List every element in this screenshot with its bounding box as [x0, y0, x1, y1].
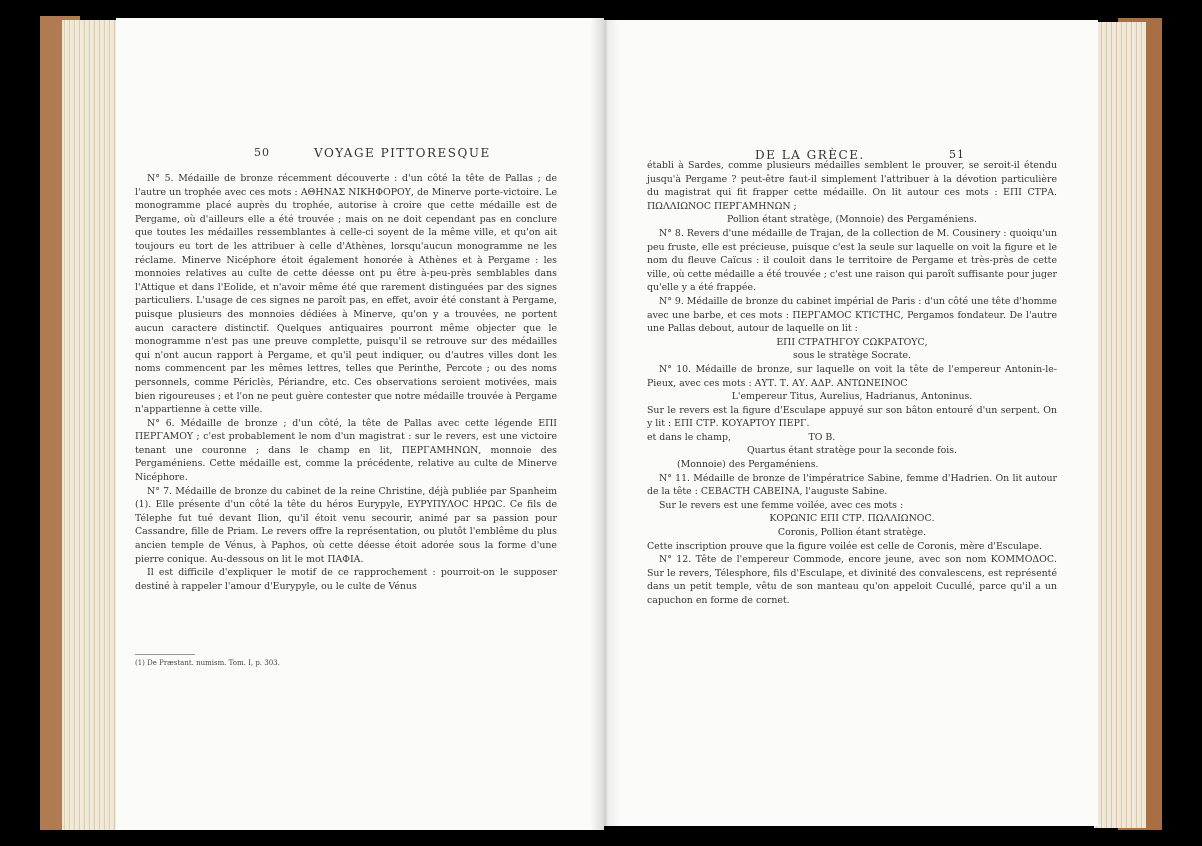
- inscription-line: ΕΠΙ ϹΤΡΑΤΗΓΟΥ ϹΩΚΡΑΤΟΥϹ,: [776, 336, 928, 348]
- paragraph: N° 5. Médaille de bronze récemment découverte : d'un côté la tête de Pallas ; de l'autre un trophée avec ces mots : ΑΘΗΝΑΣ ΝΙΚΗΦΟΡΟΥ, de Minerve porte-victoire. Le monogramme placé auprès du trophée, autorise à croire que cette médaille est de Pergame, où d'ailleurs elle a été trouvée ; mais on ne doit cependant pas en conclure que toutes les médailles ressemblantes à celle-ci soyent de la même ville, et qu'on ait toujours eu tort de les attribuer à celle d'Athènes, lorsqu'aucun monogramme ne les réclame. Minerve Nicéphore étoit également honorée à Athènes et à Pergame : les monnoies relatives au culte de cette déesse ont pu être à-peu-près semblables dans l'Attique et dans l'Eolide, et n'avoir même été que rarement distinguées par des signes particuliers. L'usage de ces signes ne paroît pas, en effet, avoir été constant à Pergame, puisque plusieurs des monnoies dédiées à Minerve, qu'on y a trouvées, ne portent aucun caractere distinctif. Quelques antiquaires pourront même objecter que le monogramme n'est pas une preuve complette, puisqu'il se retrouve sur des médailles qui n'ont aucun rapport à Pergame, et qu'il peut indiquer, ou d'autres villes dont les noms commencent par les mêmes lettres, telles que Perinthe, Percote ; ou des noms personnels, comme Périclès, Périandre, etc. Ces observations seroient motivées, mais bien rigoureuses ; et l'on ne peut guère contester que notre médaille trouvée à Pergame n'appartienne à cette ville.: [135, 173, 557, 416]
- right-body-text: [647, 159, 1057, 608]
- translation-line: sous le stratège Socrate.: [793, 350, 911, 362]
- page-number: 51: [949, 148, 965, 161]
- paragraph: et dans le champ, ΤΟ Β.: [647, 431, 836, 443]
- paragraph: Cette inscription prouve que la figure voilée est celle de Coronis, mère d'Esculape.: [647, 540, 1043, 552]
- paragraph: N° 11. Médaille de bronze de l'impératrice Sabine, femme d'Hadrien. On lit autour de la tête : ϹΕΒΑϹΤΗ ϹΑΒΕΙΝΑ, l'auguste Sabine.: [647, 472, 1057, 498]
- paragraph: N° 7. Médaille de bronze du cabinet de la reine Christine, déjà publiée par Spanheim (1). Elle présente d'un côté la tête du héros Eurypyle, ΕΥΡΥΠΥΛΟϹ ΗΡΩϹ. Ce fils de Télephe fut tué devant Ilion, qu'il étoit venu secourir, animé par sa passion pour Cassandre, fille de Priam. Le revers offre la représentation, ou plutôt l'emblême du plus ancien temple de Vénus, à Paphos, où cette déesse étoit adorée sous la forme d'une pierre conique. Au-dessous on lit le mot ΠΑΦΙΑ.: [135, 485, 557, 565]
- right-page-edges: [1094, 22, 1146, 828]
- translation-line: Coronis, Pollion étant stratège.: [777, 527, 927, 539]
- paragraph: Il est difficile d'expliquer le motif de ce rapprochement : pourroit-on le supposer destiné à rappeler l'amour d'Eurypyle, ou le culte de Vénus: [135, 567, 557, 592]
- right-page: [603, 20, 1098, 826]
- running-head: DE LA GRÈCE.: [755, 148, 865, 162]
- footnote-rule: [135, 654, 195, 655]
- page-number: 50: [254, 146, 270, 159]
- translation-line: L'empereur Titus, Aurelius, Hadrianus, Antoninus.: [731, 391, 973, 403]
- translation-line: Pollion étant stratège, (Monnoie) des Pergaméniens.: [727, 214, 977, 226]
- footnote: (1) De Præstant. numism. Tom. I, p. 303.: [135, 659, 280, 667]
- paragraph: N° 12. Tête de l'empereur Commode, encore jeune, avec son nom ΚΟΜΜΟΔΟϹ. Sur le revers, Télesphore, fils d'Esculape, et divinité des convalescens, est représenté dans un petit temple, vêtu de son manteau qu'on appeloit Cucullé, parce qu'il a un capuchon en forme de cornet.: [647, 554, 1057, 606]
- paragraph: N° 8. Revers d'une médaille de Trajan, de la collection de M. Cousinery : quoiqu'un peu fruste, elle est précieuse, puisque c'est la seule sur laquelle on voit la figure et le nom du fleuve Caïcus : il couloit dans le territoire de Pergame et très-près de cette ville, où cette médaille a été trouvée ; c'est une raison qui paroît suffisante pour juger qu'elle y a été frappée.: [647, 227, 1057, 294]
- left-body-text: [135, 172, 557, 593]
- paragraph: établi à Sardes, comme plusieurs médailles semblent le prouver, se seroit-il étendu jusqu'à Pergame ? peut-être faut-il simplement l'attribuer à la dévotion particulière du magistrat qui fit frapper cette médaille. On lit autour ces mots : ΕΠΙ ϹΤΡΑ. ΠΩΛΛΙΩΝΟϹ ΠΕΡΓΑΜΗΝΩΝ ;: [647, 160, 1057, 212]
- translation-line: Quartus étant stratège pour la seconde fois.: [746, 445, 957, 457]
- paragraph: Sur le revers est la figure d'Esculape appuyé sur son bâton entouré d'un serpent. On y lit : ΕΠΙ ϹΤΡ. ΚΟΥΑΡΤΟΥ ΠΕΡΓ.: [647, 404, 1057, 430]
- paragraph: N° 6. Médaille de bronze ; d'un côté, la tête de Pallas avec cette légende ΕΠΙ ΠΕΡΓΑΜΟΥ ; c'est probablement le nom d'un magistrat : sur le revers, est une victoire tenant une couronne ; dans le champ en lit, ΠΕΡΓΑΜΗΝΩΝ, monnoie des Pergaméniens. Cette médaille est, comme la précédente, relative au culte de Minerve Nicéphore.: [135, 417, 557, 484]
- translation-line: (Monnoie) des Pergaméniens.: [677, 459, 819, 471]
- paragraph: N° 10. Médaille de bronze, sur laquelle on voit la tête de l'empereur Antonin-le-Pieux, avec ces mots : ΑΥΤ. Τ. ΑΥ. ΑΔΡ. ΑΝΤΩΝΕΙΝΟϹ: [647, 363, 1057, 389]
- running-head: VOYAGE PITTORESQUE: [314, 146, 491, 160]
- inscription-line: ΚΟΡΩΝΙϹ ΕΠΙ ϹΤΡ. ΠΩΛΛΙΩΝΟϹ.: [769, 513, 935, 525]
- paragraph: Sur le revers est une femme voilée, avec ces mots :: [659, 499, 904, 511]
- left-page: [116, 18, 604, 830]
- paragraph: N° 9. Médaille de bronze du cabinet impérial de Paris : d'un côté une tête d'homme avec une barbe, et ces mots : ΠΕΡΓΑΜΟϹ ΚΤΙϹΤΗϹ, Pergamos fondateur. De l'autre une Pallas debout, autour de laquelle on lit :: [647, 295, 1057, 335]
- left-page-edges: [62, 20, 124, 830]
- book-gutter: [590, 18, 620, 830]
